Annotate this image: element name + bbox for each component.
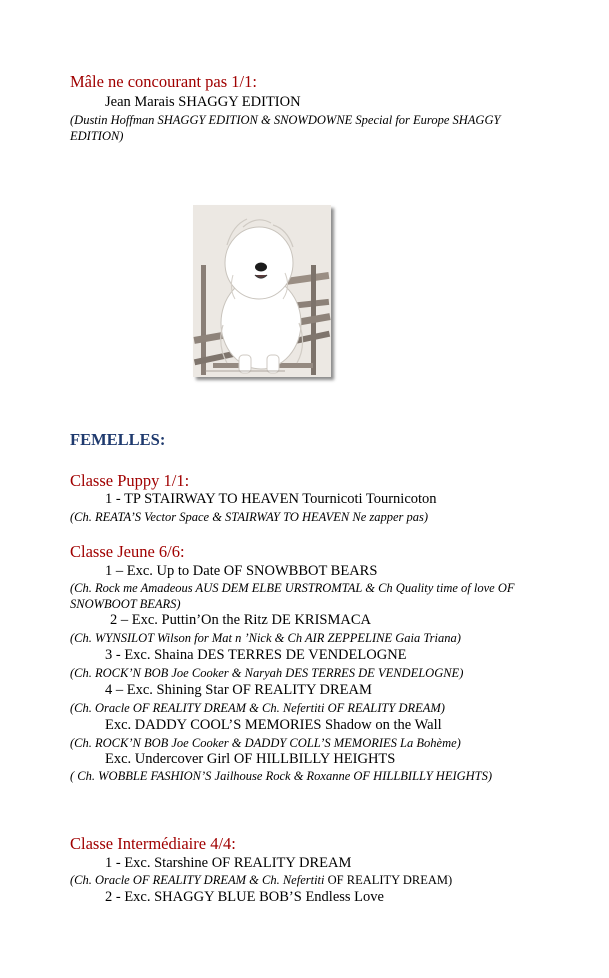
puppy-entry-1: 1 - TP STAIRWAY TO HEAVEN Tournicoti Tournicoton	[105, 491, 437, 507]
jeune-entry-4: 4 – Exc. Shining Star OF REALITY DREAM	[105, 682, 372, 698]
dog-illustration	[193, 205, 331, 377]
jeune-parents-6: ( Ch. WOBBLE FASHION’S Jailhouse Rock & Roxanne OF HILLBILLY HEIGHTS)	[70, 769, 493, 783]
jeune-entry-5: Exc. DADDY COOL’S MEMORIES Shadow on the Wall	[105, 717, 442, 733]
male-nc-parents: (Dustin Hoffman SHAGGY EDITION & SNOWDOWNE Special for Europe SHAGGY EDITION)	[70, 113, 501, 143]
dog-photo	[193, 205, 331, 377]
femelles-title: FEMELLES:	[70, 430, 166, 449]
jeune-parents-1: (Ch. Rock me Amadeous AUS DEM ELBE URSTROMTAL & Ch Quality time of love OF SNOWBOOT BEARS)	[70, 581, 515, 611]
intermediaire-entry-2: 2 - Exc. SHAGGY BLUE BOB’S Endless Love	[105, 889, 384, 905]
jeune-entry-2: 2 – Exc. Puttin’On the Ritz DE KRISMACA	[110, 612, 371, 628]
puppy-heading: Classe Puppy 1/1:	[70, 471, 190, 490]
jeune-entry-3: 3 - Exc. Shaina DES TERRES DE VENDELOGNE	[105, 647, 407, 663]
jeune-parents-4: (Ch. Oracle OF REALITY DREAM & Ch. Nefertiti OF REALITY DREAM)	[70, 701, 445, 715]
jeune-parents-2: (Ch. WYNSILOT Wilson for Mat n ’Nick & Ch AIR ZEPPELINE Gaia Triana)	[70, 631, 461, 645]
jeune-parents-5: (Ch. ROCK’N BOB Joe Cooker & DADDY COLL’S MEMORIES La Bohème)	[70, 736, 461, 750]
intermediaire-entry-1: 1 - Exc. Starshine OF REALITY DREAM	[105, 855, 352, 871]
intermediaire-parents-1	[70, 872, 540, 888]
jeune-entry-1: 1 – Exc. Up to Date OF SNOWBBOT BEARS	[105, 563, 378, 579]
jeune-heading: Classe Jeune 6/6:	[70, 542, 185, 561]
male-nc-entry: Jean Marais SHAGGY EDITION	[105, 94, 301, 110]
male-nc-heading: Mâle ne concourant pas 1/1:	[70, 72, 257, 91]
jeune-parents-3: (Ch. ROCK’N BOB Joe Cooker & Naryah DES TERRES DE VENDELOGNE)	[70, 666, 464, 680]
puppy-parents-1: (Ch. REATA’S Vector Space & STAIRWAY TO HEAVEN Ne zapper pas)	[70, 510, 429, 524]
jeune-entry-6: Exc. Undercover Girl OF HILLBILLY HEIGHTS	[105, 751, 396, 767]
intermediaire-parents-1-italic: (Ch. Oracle OF REALITY DREAM & Ch. Nefertiti	[70, 873, 328, 887]
intermediaire-parents-1-upright: OF REALITY DREAM)	[327, 873, 453, 887]
intermediaire-heading: Classe Intermédiaire 4/4:	[70, 834, 236, 853]
